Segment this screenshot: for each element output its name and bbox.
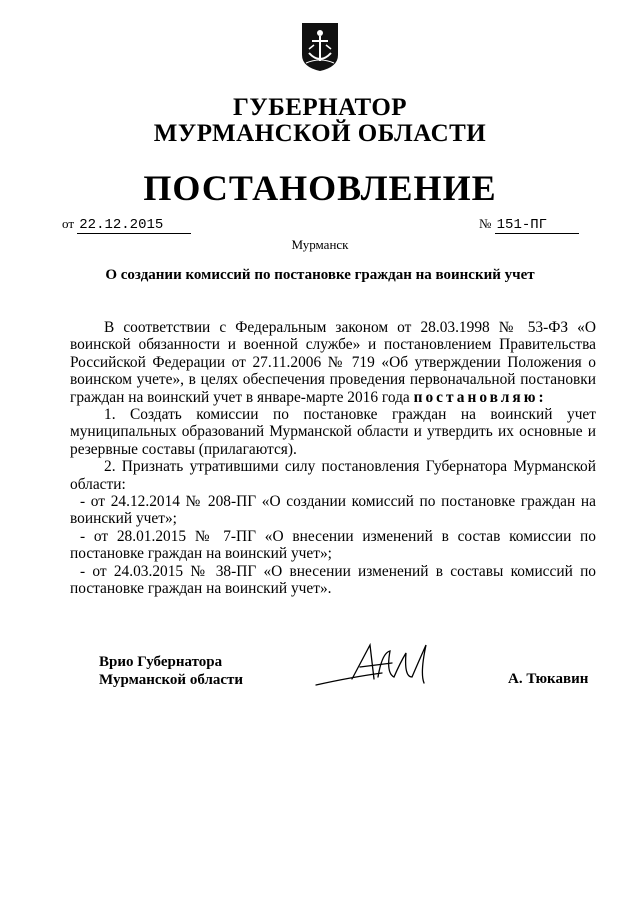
signatory-position-line2: Мурманской области xyxy=(99,672,244,688)
number-prefix: № xyxy=(479,216,492,231)
document-body xyxy=(70,319,596,598)
issuer-title-line2: МУРМАНСКОЙ ОБЛАСТИ xyxy=(153,120,487,147)
signatory-name: А. Тюкавин xyxy=(508,671,589,687)
sub-item-1: - от 24.12.2014 № 208-ПГ «О создании комиссий по постановке граждан на воинский учет»; xyxy=(70,493,596,528)
preamble-paragraph xyxy=(70,319,596,406)
document-number: 151-ПГ xyxy=(495,217,579,234)
coat-of-arms-icon xyxy=(300,21,340,73)
city: Мурманск xyxy=(291,237,349,252)
date-line xyxy=(62,216,191,234)
handwritten-signature xyxy=(312,633,442,693)
item-1: 1. Создать комиссии по постановке граждан на воинский учет муниципальных образований Мурманской области и утвердить их основные и резервные составы (прилагаются). xyxy=(70,406,596,458)
signatory-position-line1: Врио Губернатора xyxy=(99,654,223,670)
date-prefix: от xyxy=(62,216,75,231)
document-type-title: ПОСТАНОВЛЕНИЕ xyxy=(143,168,497,208)
decree-word: постановляю: xyxy=(413,388,547,406)
signatory-position xyxy=(99,653,243,689)
number-line xyxy=(479,216,579,234)
item-2: 2. Признать утратившими силу постановления Губернатора Мурманской области: xyxy=(70,458,596,493)
issuer-title-line1: ГУБЕРНАТОР xyxy=(232,94,408,121)
document-date: 22.12.2015 xyxy=(77,217,191,234)
sub-item-2: - от 28.01.2015 № 7-ПГ «О внесении изменений в состав комиссии по постановке граждан на воинский учет»; xyxy=(70,527,596,563)
document-heading: О создании комиссий по постановке граждан на воинский учет xyxy=(105,267,535,283)
sub-item-3: - от 24.03.2015 № 38-ПГ «О внесении изменений в составы комиссий по постановке граждан на воинский учет». xyxy=(70,562,596,598)
preamble-text: В соответствии с Федеральным законом от 28.03.1998 № 53-ФЗ «О воинской обязанности и военной службе» и постановлением Правительства Российской Федерации от 27.11.2006 № 719 «Об утверждении Положения о воинском учете», в целях обеспечения проведения первоначальной постановки граждан на воинский учет в январе-марте 2016 года xyxy=(70,319,596,406)
